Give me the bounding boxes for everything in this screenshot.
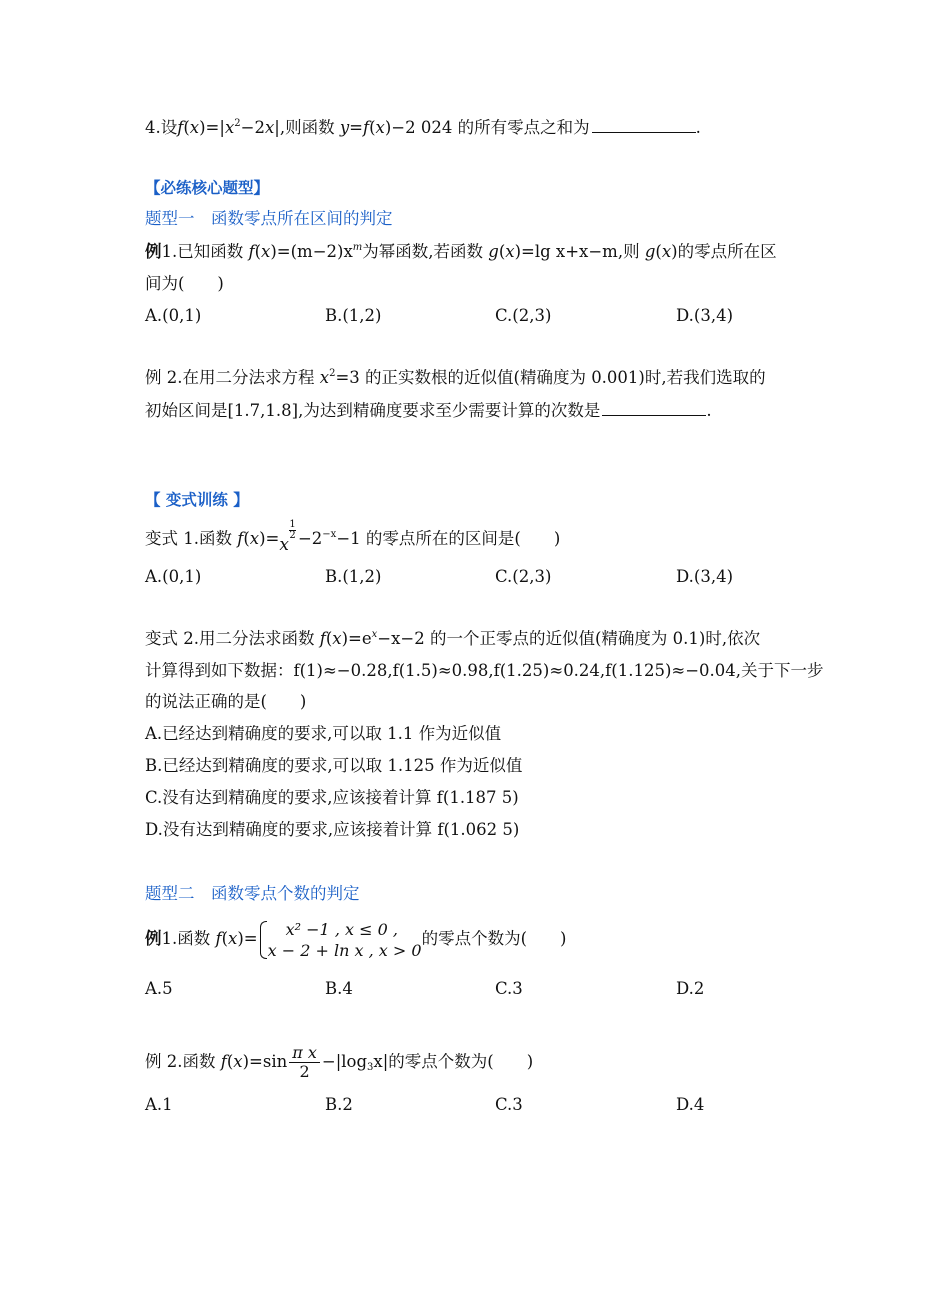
question-4: 4.设$f(x)=|x^2-2x|$,则函数 y=f(x)−2 024 的所有零点之和为 . [145, 118, 701, 137]
ex2-line1b: =3 的正实数根的近似值(精确度为 0.001)时,若我们选取的 [335, 368, 766, 387]
q4-x3: x [264, 118, 275, 137]
answer-blank-2[interactable] [602, 399, 706, 416]
var1-a: 变式 1.函数 [145, 529, 232, 548]
example-1-line2: 间为( ) [145, 274, 224, 293]
ex3-option-c[interactable]: C.3 [495, 979, 523, 998]
ex3-b: 的零点个数为( ) [421, 929, 567, 948]
ex1-option-b[interactable]: B.(1,2) [325, 306, 382, 325]
answer-blank[interactable] [592, 116, 696, 133]
ex4-sub: 3 [367, 1062, 374, 1073]
example-2: 例 2.在用二分法求方程 $x^2=3$ 的正实数根的近似值(精确度为 0.001)时,若我们选取的 [145, 368, 766, 387]
q4-eq: )=| [199, 118, 225, 137]
ex4-option-c[interactable]: C.3 [495, 1095, 523, 1114]
ex2-line2: 初始区间是[1.7,1.8],为达到精确度要求至少需要计算的次数是 [145, 401, 601, 420]
fraction-numerator: π x [289, 1044, 320, 1063]
var1-option-b[interactable]: B.(1,2) [325, 567, 382, 586]
section-core-heading: 【必练核心题型】 [145, 179, 270, 197]
ex4-sin: sin [262, 1052, 288, 1071]
q4-f: f [177, 118, 184, 137]
var2-option-d[interactable]: D.没有达到精确度的要求,应该接着计算 f(1.062 5) [145, 820, 520, 839]
q4-end: . [695, 118, 701, 137]
ex4-option-b[interactable]: B.2 [325, 1095, 353, 1114]
ex1-text3: 为幂函数,若函数 [362, 242, 484, 261]
ex1-option-a[interactable]: A.(0,1) [145, 306, 202, 325]
ex4-option-a[interactable]: A.1 [145, 1095, 173, 1114]
ex1-text1: 1.已知函数 [161, 242, 244, 261]
ex3-label: 例 [145, 929, 162, 948]
var2-option-b[interactable]: B.已经达到精确度的要求,可以取 1.125 作为近似值 [145, 756, 523, 775]
piecewise-brace [258, 919, 422, 961]
var1-option-a[interactable]: A.(0,1) [145, 567, 202, 586]
example-4: 例 2.函数 f(x)=sin $\frac{\text{π x}}{2}$ $-|\log_3x|$的零点个数为( ) [145, 1043, 534, 1081]
ex1-text4: =lg x+x−m,则 [521, 242, 640, 261]
variant-2-line3: 的说法正确的是( ) [145, 692, 307, 711]
ex4-option-d[interactable]: D.4 [676, 1095, 705, 1114]
ex4-b: −|log [321, 1052, 368, 1071]
var1-c: −1 的零点所在的区间是( ) [336, 529, 561, 548]
q4-x2: x [224, 118, 235, 137]
var2-option-a[interactable]: A.已经达到精确度的要求,可以取 1.1 作为近似值 [145, 724, 502, 743]
ex1-label: 例 [145, 242, 162, 261]
var2-l1b: =e [348, 629, 372, 648]
example-2-line2 [145, 399, 712, 422]
var1-option-c[interactable]: C.(2,3) [495, 567, 552, 586]
ex3-option-d[interactable]: D.2 [676, 979, 705, 998]
q4-number: 4.设 [145, 118, 178, 137]
ex2-end: . [706, 401, 712, 420]
variant-2-line2: 计算得到如下数据：f(1)≈−0.28,f(1.5)≈0.98,f(1.25)≈0.24,f(1.125)≈−0.04,关于下一步 [145, 661, 824, 680]
ex1-text5: 的零点所在区 [677, 242, 777, 261]
var1-b: −2 [297, 529, 323, 548]
q4-mid: |,则函数 [274, 118, 335, 137]
q4-y: y [339, 118, 350, 137]
fraction-denominator: 2 [299, 1062, 310, 1081]
ex1-sup: m [352, 242, 363, 253]
example-3: 例1.函数 f(x)= x² −1 , x ≤ 0 , x − 2 + ln x , x > 0 的零点个数为( ) [145, 919, 567, 960]
var1-option-d[interactable]: D.(3,4) [676, 567, 734, 586]
example-1: 例1.已知函数 $f(x)=(m-2)x^m$为幂函数,若函数 g(x)=lg x+x−m,则 g(x)的零点所在区 [145, 242, 777, 261]
ex4-c: x|的零点个数为( ) [373, 1052, 534, 1071]
ex3-option-b[interactable]: B.4 [325, 979, 353, 998]
q4-rest: −2 [240, 118, 265, 137]
q4-tail: )−2 024 的所有零点之和为 [384, 118, 590, 137]
var1-exp-den: 2 [289, 530, 296, 541]
var2-l1a: 变式 2.用二分法求函数 [145, 629, 315, 648]
ex2-line1a: 例 2.在用二分法求方程 [145, 368, 315, 387]
q4-sq: 2 [234, 118, 241, 129]
var1-exp-num: 1 [289, 519, 296, 530]
q4-f2: f [362, 118, 370, 137]
q4-eq2: = [349, 118, 363, 137]
ex3-a: 1.函数 [161, 929, 211, 948]
type-2-heading: 题型二 函数零点个数的判定 [145, 884, 360, 903]
ex3-option-a[interactable]: A.5 [145, 979, 173, 998]
type-1-heading: 题型一 函数零点所在区间的判定 [145, 209, 393, 228]
ex1-option-d[interactable]: D.(3,4) [676, 306, 734, 325]
var2-option-c[interactable]: C.没有达到精确度的要求,应该接着计算 f(1.187 5) [145, 788, 519, 807]
var1-sup: −x [322, 529, 337, 540]
x-half-power: x $\frac{1}{2}$ [279, 519, 296, 555]
variant-2: 变式 2.用二分法求函数 $f(x)=e^x-x-2$ 的一个正零点的近似值(精确度为 0.1)时,依次 [145, 629, 761, 648]
variant-1: 变式 1.函数 f(x)=x $\frac{1}{2}$ $-2^{-x}-1$ 的零点所在的区间是( ) [145, 519, 561, 555]
section-variant-heading: 【 变式训练 】 [145, 491, 249, 509]
q4-x: x [189, 118, 200, 137]
pi-x-over-2-fraction [289, 1044, 320, 1081]
q4-x4: x [375, 118, 385, 137]
ex1-option-c[interactable]: C.(2,3) [495, 306, 552, 325]
var2-l1c: −x−2 的一个正零点的近似值(精确度为 0.1)时,依次 [377, 629, 761, 648]
ex1-text2: (m−2)x [290, 242, 353, 261]
piecewise-row-1: x² −1 , x ≤ 0 , [285, 919, 398, 939]
piecewise-row-2: x − 2 + ln x , x > 0 [267, 940, 422, 960]
ex4-a: 例 2.函数 [145, 1052, 216, 1071]
